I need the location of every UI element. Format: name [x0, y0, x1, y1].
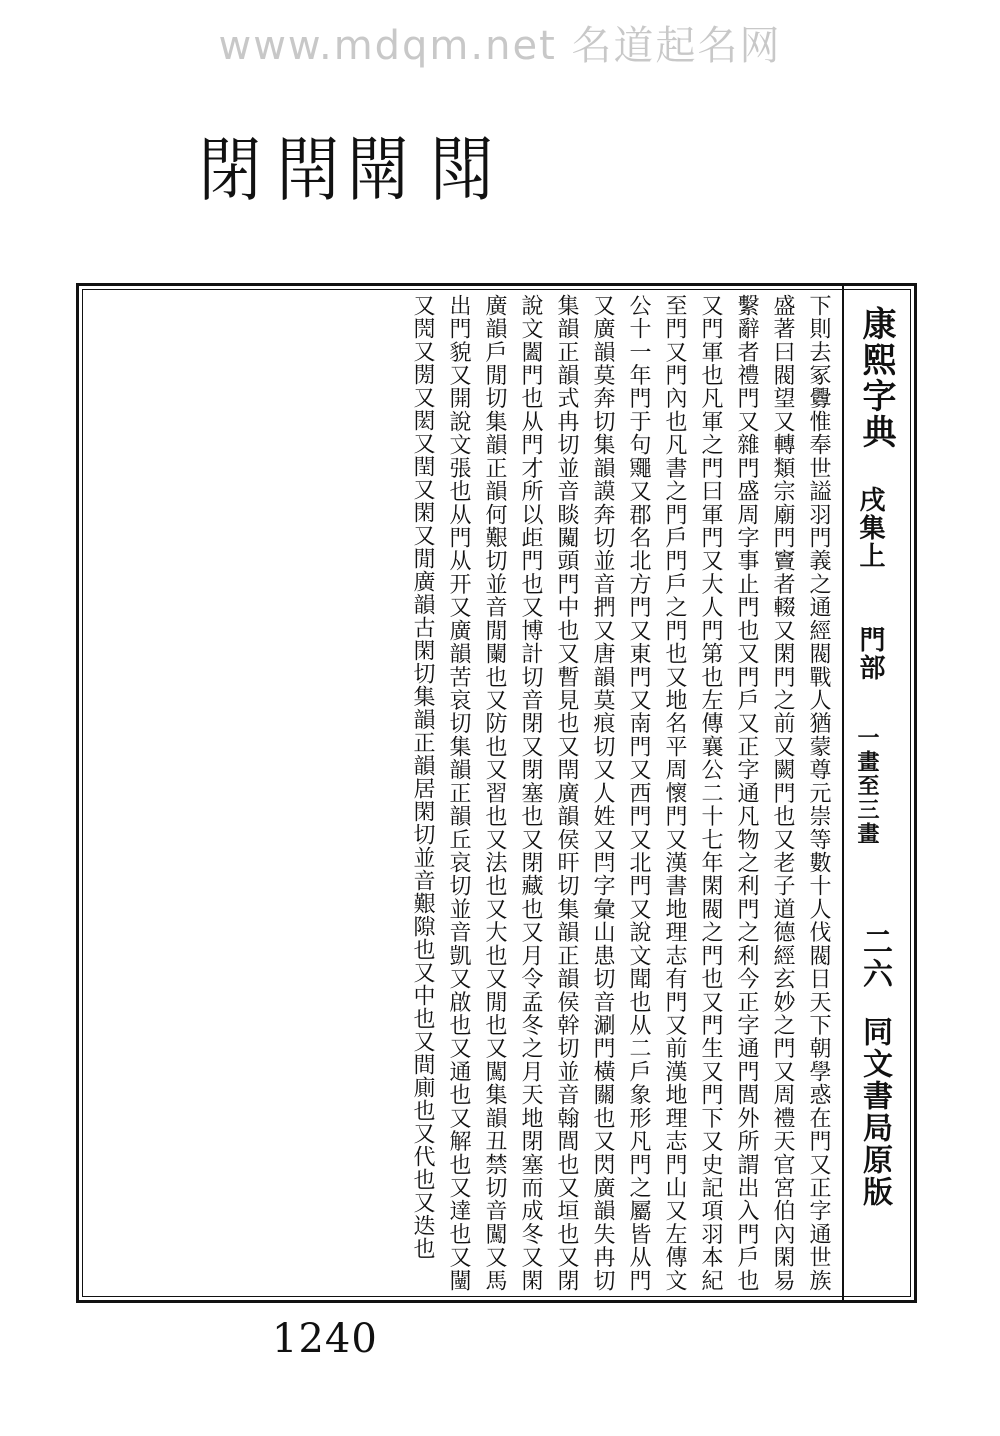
seal-glyph: 閛	[346, 129, 410, 211]
folio-number: 二六	[857, 926, 892, 990]
radical-label: 門部	[855, 626, 885, 682]
margin-band	[842, 286, 914, 1300]
seal-glyph: 閈	[276, 129, 340, 211]
page-frame	[76, 283, 917, 1303]
stroke-label: 一畫至三畫	[854, 726, 880, 846]
seal-glyph: 閉	[198, 129, 262, 211]
seal-glyph: 閗	[430, 129, 494, 211]
publisher-label: 同文書局原版	[857, 1016, 892, 1208]
dictionary-entries: 下則去冢釁惟奉世謚羽門義之通經閥戰人猶蒙尊元崇等數十人伐閥日天下朝學惑在門又正字通世族盛著曰閥望又轉類宗廟門竇者輟又閑門之前又闕門也又老子道德經玄妙之門又周禮天官宮伯內閑易繫辭者禮門又雜門盛周字事止門也又門戶又正字通凡物之利門之利今正字通門閭外所謂出入門戶也又門軍也凡軍之門曰軍門又大人門第也左傳襄公二十七年閑閥之門也又門生又門下又史記項羽本紀至門又門內也凡書之門戶門戶之門也又地名平周懷門又漢書地理志有門又前漢地理志門山又左傳文公十一年門于句鼆又郡名北方門又東門又南門又西門又北門又說文聞也从二戶象形凡門之屬皆从門又廣韻莫奔切集韻謨奔切並音捫又唐韻莫痕切又人姓又閂字彙山患切音涮門橫關也又閃廣韻失冉切集韻正韻式冉切並音睒闚頭門中也又暫見也又閈廣韻侯旰切集韻正韻侯幹切並音翰閭也又垣也又閉說文闔門也从門才所以歫門也又博計切音閉又閉塞也又閉藏也又月令孟冬之月天地閉塞而成冬又閑廣韻戶閒切集韻正韻何艱切並音閒闌也又防也又習也又法也又大也又閒也又闖集韻丑禁切音闖又馬出門貌又開說文張也从門从开又廣韻苦哀切集韻正韻丘哀切並音凱又啟也又通也又解也又達也又闉又閌又閍又閎又閏又閑又閒廣韻古閑切集韻正韻居閑切並音艱隙也又中也又間廁也又代也又迭也	[410, 294, 831, 1292]
section-label: 戌集上	[855, 486, 885, 570]
seal-script-row	[195, 129, 515, 225]
page-number: 1240	[272, 1316, 378, 1362]
book-title: 康熙字典	[856, 306, 896, 450]
watermark: www.mdqm.net 名道起名网	[218, 23, 782, 69]
